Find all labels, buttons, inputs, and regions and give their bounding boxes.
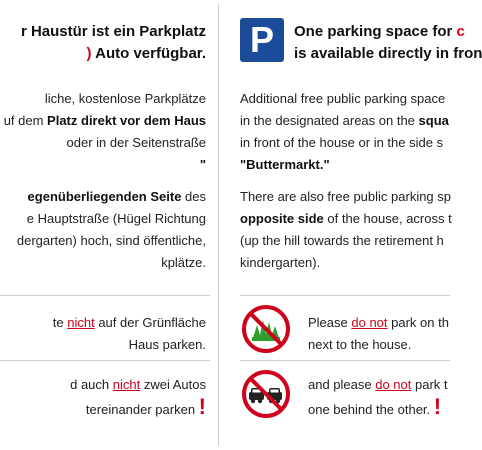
de-paragraph-2	[17, 186, 206, 274]
de-divider-1	[0, 295, 210, 296]
text-line	[17, 186, 206, 208]
text-run: in the designated areas on the	[240, 113, 419, 128]
text-run: Please	[308, 315, 352, 330]
text-run: d auch	[70, 377, 113, 392]
de-paragraph-1	[4, 88, 206, 176]
text-run: auf der Grünfläche	[94, 315, 206, 330]
bold-text: egenüberliegenden Seite	[27, 189, 182, 204]
de-rule-double-parking	[70, 374, 206, 421]
negation-highlight: do not	[375, 377, 412, 392]
text-line	[240, 154, 449, 176]
text-line	[4, 154, 206, 176]
en-divider-1	[240, 295, 450, 296]
text-run: oder in der Seitenstraße	[66, 135, 206, 150]
de-divider-2	[0, 360, 210, 361]
en-paragraph-2	[240, 186, 452, 274]
text-line	[240, 186, 452, 208]
text-line	[240, 88, 449, 110]
en-divider-2	[240, 360, 450, 361]
parking-sign-icon: P	[240, 18, 284, 62]
bold-text: "	[199, 157, 206, 172]
text-line	[308, 312, 449, 334]
en-rule-grass	[308, 312, 449, 356]
text-line	[240, 110, 449, 132]
text-run: Haus parken.	[128, 337, 206, 352]
exclamation-icon: !	[433, 394, 442, 419]
negation-highlight: nicht	[67, 315, 95, 330]
no-double-parking-icon	[240, 368, 292, 420]
bold-text: squa	[418, 113, 449, 128]
text-run: and please	[308, 377, 376, 392]
text-line	[17, 230, 206, 252]
text-run: zwei Autos	[140, 377, 206, 392]
text-run: e Hauptstraße (Hügel Richtung	[26, 211, 206, 226]
bold-text: Platz direkt vor dem Haus	[47, 113, 206, 128]
text-run: Additional free public parking space	[240, 91, 446, 106]
text-run: liche, kostenlose Parkplätze	[44, 91, 206, 106]
de-title-line1: r Haustür ist ein Parkplatz	[20, 23, 206, 40]
text-line	[240, 252, 452, 274]
english-column	[226, 0, 482, 450]
text-run: in front of the house or in the side s	[240, 135, 444, 150]
text-line	[4, 132, 206, 154]
text-run: next to the house.	[308, 337, 412, 352]
text-run: te	[52, 315, 68, 330]
text-line	[70, 374, 206, 396]
negation-highlight: do not	[351, 315, 388, 330]
en-title-line2: is available directly in fron	[294, 45, 482, 62]
de-title-rest: Auto verfügbar.	[91, 45, 206, 62]
text-line	[4, 110, 206, 132]
text-run: (up the hill towards the retirement h	[240, 233, 444, 248]
de-rule-grass	[53, 312, 206, 356]
text-run: kplätze.	[161, 255, 206, 270]
text-line	[53, 334, 206, 356]
text-line	[70, 396, 206, 421]
en-title-line1	[294, 22, 465, 42]
bold-text: opposite side	[240, 211, 324, 226]
column-divider	[218, 4, 219, 446]
de-title-red: )	[86, 45, 92, 62]
text-run: park on th	[387, 315, 449, 330]
text-run: uf dem	[3, 113, 48, 128]
text-line	[240, 230, 452, 252]
text-run: tereinander parken	[85, 402, 199, 417]
text-line	[240, 208, 452, 230]
text-line	[4, 88, 206, 110]
text-run: des	[181, 189, 206, 204]
text-line	[53, 312, 206, 334]
exclamation-icon: !	[198, 394, 206, 419]
german-column	[0, 0, 210, 450]
text-line	[240, 132, 449, 154]
text-line	[308, 374, 448, 396]
text-run: park t	[411, 377, 448, 392]
text-line	[17, 252, 206, 274]
en-paragraph-1	[240, 88, 449, 176]
text-run: There are also free public parking sp	[240, 189, 452, 204]
text-line	[17, 208, 206, 230]
negation-highlight: nicht	[112, 377, 141, 392]
de-title-line2	[87, 44, 206, 64]
en-title-red: c	[456, 23, 465, 40]
no-parking-on-grass-icon	[240, 303, 292, 355]
text-line	[308, 396, 448, 421]
text-run: dergarten) hoch, sind öffentliche,	[16, 233, 206, 248]
text-run: one behind the other.	[308, 402, 434, 417]
en-title-text: One parking space for	[294, 23, 457, 40]
text-run: of the house, across t	[323, 211, 452, 226]
en-rule-double-parking	[308, 374, 448, 421]
bold-text: "Buttermarkt."	[240, 157, 330, 172]
text-run: kindergarten).	[240, 255, 321, 270]
text-line	[308, 334, 449, 356]
